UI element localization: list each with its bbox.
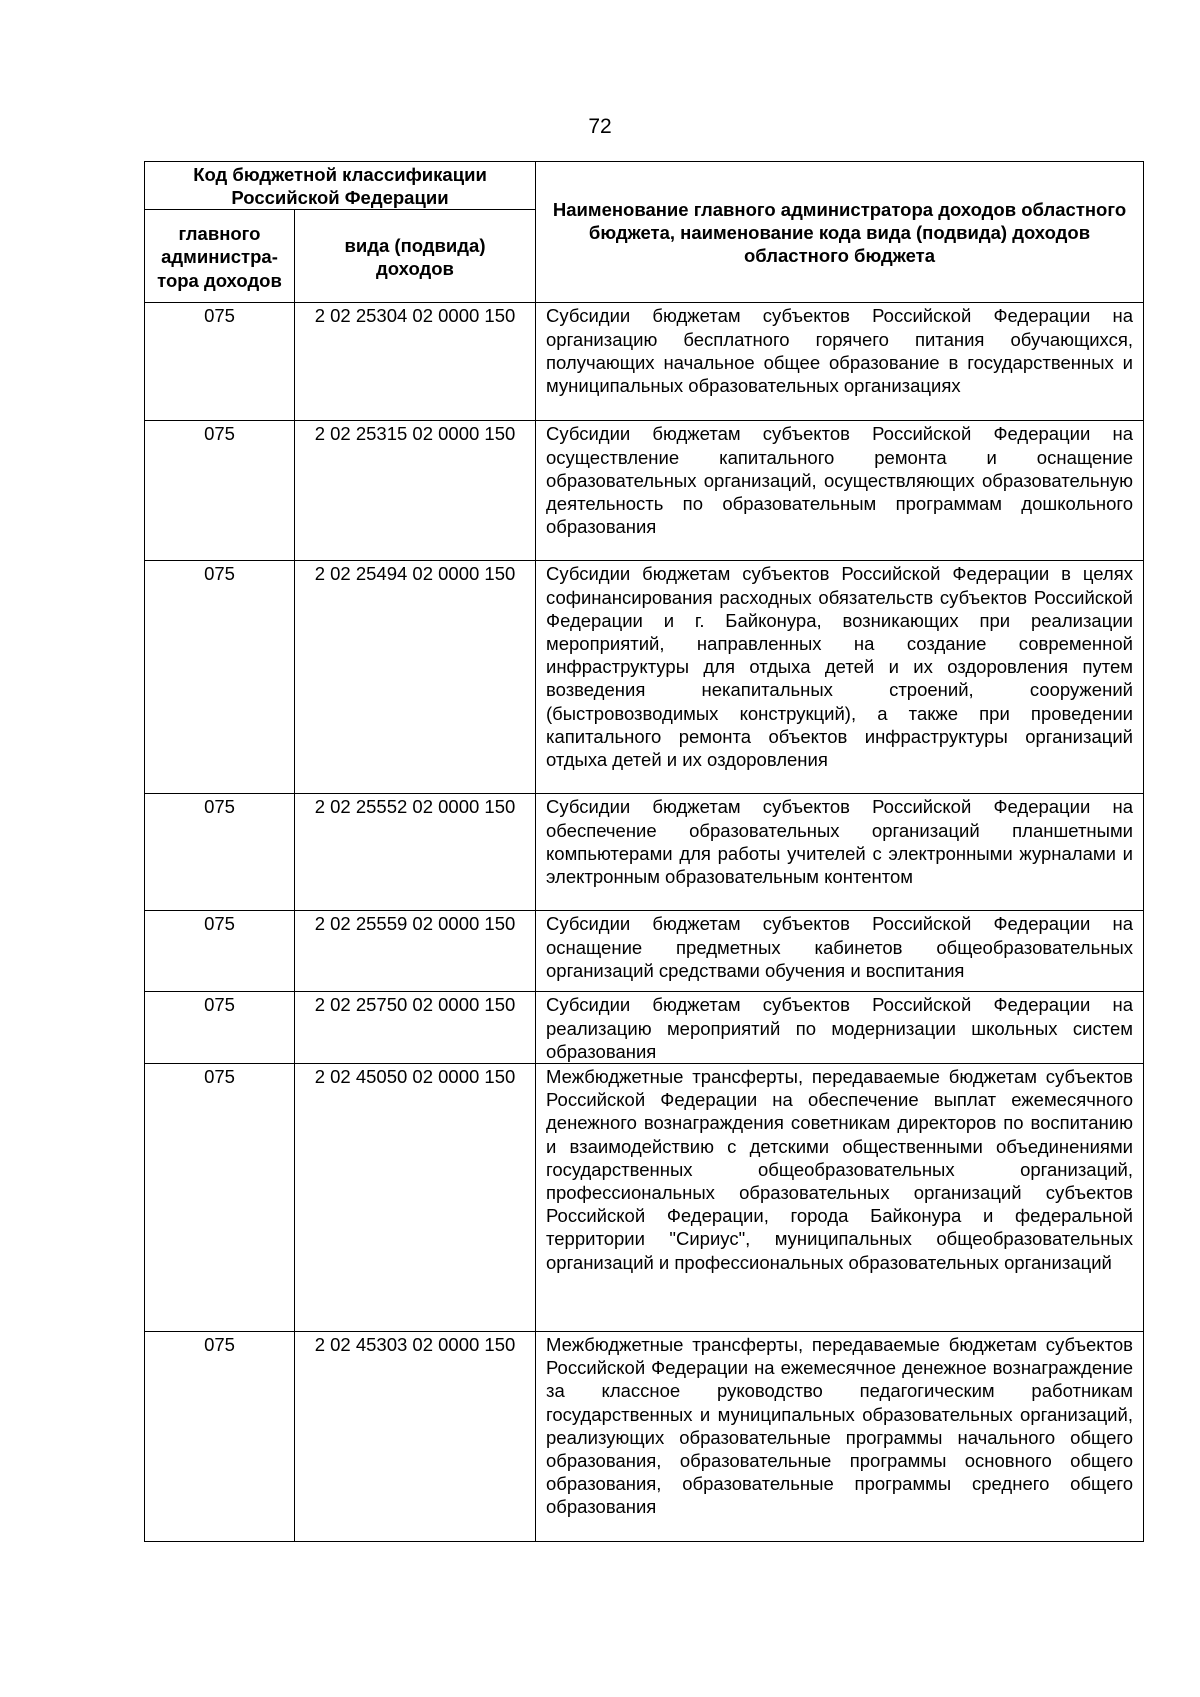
table-row: [145, 561, 1144, 794]
admin-code-cell: 075: [145, 561, 295, 794]
income-name-cell: Межбюджетные трансферты, передаваемые бюджетам субъектов Российской Федерации на ежемесячное денежное вознаграждение за классное руководство педагогическим работникам государственных и муниципальных образовательных организаций, реализующих образовательные программы начального общего образования, образовательные программы основного общего образования, образовательные программы среднего общего образования: [536, 1332, 1144, 1542]
table-row: [145, 1064, 1144, 1332]
income-code-cell: 2 02 25750 02 0000 150: [295, 992, 536, 1064]
admin-code-cell: 075: [145, 303, 295, 421]
income-name-cell: Субсидии бюджетам субъектов Российской Федерации на реализацию мероприятий по модернизации школьных систем образования: [536, 992, 1144, 1064]
income-name-cell: Субсидии бюджетам субъектов Российской Федерации на оснащение предметных кабинетов общеобразовательных организаций средствами обучения и воспитания: [536, 911, 1144, 992]
income-name-cell: Субсидии бюджетам субъектов Российской Федерации на организацию бесплатного горячего питания обучающихся, получающих начальное общее образование в государственных и муниципальных образовательных организациях: [536, 303, 1144, 421]
income-code-cell: 2 02 45050 02 0000 150: [295, 1064, 536, 1332]
income-code-cell: 2 02 45303 02 0000 150: [295, 1332, 536, 1542]
budget-classification-table: [144, 161, 1144, 1542]
income-name-cell: Межбюджетные трансферты, передаваемые бюджетам субъектов Российской Федерации на обеспечение выплат ежемесячного денежного вознаграждения советникам директоров по воспитанию и взаимодействию с детскими общественными объединениями государственных общеобразовательных организаций, профессиональных образовательных организаций субъектов Российской Федерации, города Байконура и федеральной территории "Сириус", муниципальных общеобразовательных организаций и профессиональных образовательных организаций: [536, 1064, 1144, 1332]
income-code-cell: 2 02 25494 02 0000 150: [295, 561, 536, 794]
page-number: 72: [588, 115, 612, 138]
income-code-cell: 2 02 25552 02 0000 150: [295, 794, 536, 911]
table-row: [145, 794, 1144, 911]
admin-code-cell: 075: [145, 1064, 295, 1332]
table-row: [145, 1332, 1144, 1542]
admin-code-cell: 075: [145, 911, 295, 992]
header-name-column: Наименование главного администратора доходов областного бюджета, наименование кода вида (подвида) доходов областного бюджета: [536, 162, 1144, 303]
header-type-column: вида (подвида) доходов: [295, 210, 536, 303]
admin-code-cell: 075: [145, 794, 295, 911]
table-row: [145, 911, 1144, 992]
header-admin-column: главного администра-тора доходов: [145, 210, 295, 303]
header-budget-code-group: Код бюджетной классификации Российской Федерации: [145, 162, 536, 210]
income-code-cell: 2 02 25559 02 0000 150: [295, 911, 536, 992]
table-row: [145, 303, 1144, 421]
admin-code-cell: 075: [145, 1332, 295, 1542]
admin-code-cell: 075: [145, 992, 295, 1064]
table-row: [145, 421, 1144, 561]
income-name-cell: Субсидии бюджетам субъектов Российской Федерации на осуществление капитального ремонта и оснащение образовательных организаций, осуществляющих образовательную деятельность по образовательным программам дошкольного образования: [536, 421, 1144, 561]
income-code-cell: 2 02 25315 02 0000 150: [295, 421, 536, 561]
income-name-cell: Субсидии бюджетам субъектов Российской Федерации на обеспечение образовательных организаций планшетными компьютерами для работы учителей с электронными журналами и электронным образовательным контентом: [536, 794, 1144, 911]
table-row: [145, 992, 1144, 1064]
income-code-cell: 2 02 25304 02 0000 150: [295, 303, 536, 421]
admin-code-cell: 075: [145, 421, 295, 561]
income-name-cell: Субсидии бюджетам субъектов Российской Федерации в целях софинансирования расходных обязательств субъектов Российской Федерации и г. Байконура, возникающих при реализации мероприятий, направленных на создание современной инфраструктуры для отдыха детей и их оздоровления путем возведения некапитальных строений, сооружений (быстровозводимых конструкций), а также при проведении капитального ремонта объектов инфраструктуры организаций отдыха детей и их оздоровления: [536, 561, 1144, 794]
